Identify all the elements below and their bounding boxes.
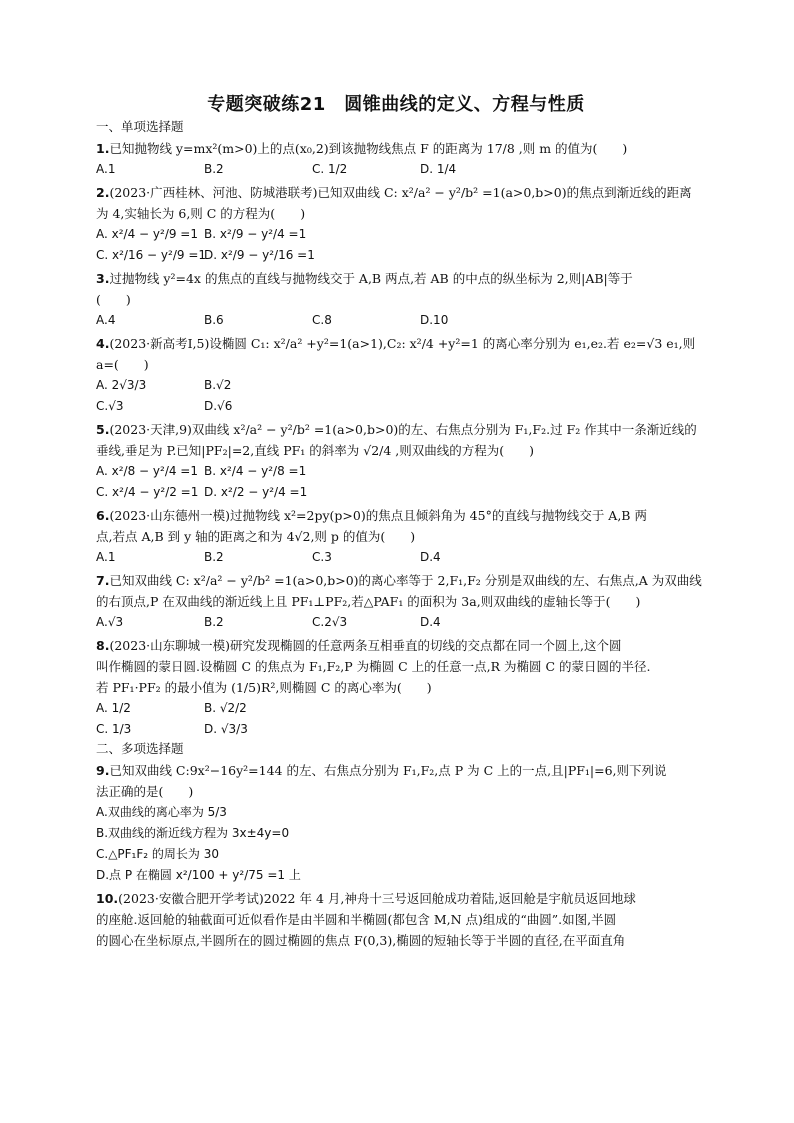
worksheet-page (96, 92, 702, 951)
question-text: 已知双曲线 C:9x²−16y²=144 的左、右焦点分别为 F₁,F₂,点 P 为 C 上的一点,且|PF₁|=6,则下列说 (109, 763, 667, 778)
option-d: D. x²/9 − y²/16 =1 (204, 248, 315, 262)
question-1-options (96, 159, 696, 180)
question-7-options (96, 612, 696, 633)
question-7-line-1 (96, 570, 702, 591)
page-title: 专题突破练21 圆锥曲线的定义、方程与性质 (207, 94, 585, 115)
option-d: D.4 (420, 615, 441, 629)
question-text: 已知抛物线 y=mx²(m>0)上的点(x₀,2)到该抛物线焦点 F 的距离为 17/8 ,则 m 的值为( ) (109, 141, 628, 156)
question-2 (96, 182, 696, 266)
option-b: B.2 (204, 162, 224, 176)
question-6-line-1 (96, 505, 696, 526)
question-5 (96, 419, 696, 503)
question-number: 1. (96, 141, 110, 156)
question-1-line-1 (96, 138, 696, 159)
question-7 (96, 570, 702, 633)
question-4-options (96, 375, 696, 396)
question-6-line-2: 点,若点 A,B 到 y 轴的距离之和为 4√2,则 p 的值为( ) (96, 529, 416, 544)
question-4-line-2: a=( ) (96, 357, 149, 372)
option-a: A.1 (96, 550, 116, 564)
option-c: C.2√3 (312, 615, 348, 629)
question-4 (96, 333, 696, 417)
question-9-line-2: 法正确的是( ) (96, 784, 194, 799)
option-a: A. 2√3/3 (96, 378, 147, 392)
option-c: C. x²/4 − y²/2 =1 (96, 485, 199, 499)
question-number: 9. (96, 763, 110, 778)
question-9 (96, 760, 696, 886)
question-9-option-b-row (96, 823, 696, 844)
question-number: 10. (96, 891, 119, 906)
question-3-line-2: ( ) (96, 292, 131, 307)
option-a: A.√3 (96, 615, 124, 629)
question-9-option-d-row (96, 865, 696, 886)
question-4-options-row-2 (96, 396, 696, 417)
option-d: D.10 (420, 313, 449, 327)
option-a: A.双曲线的离心率为 5/3 (96, 805, 227, 819)
question-text: 已知双曲线 C: x²/a² − y²/b² =1(a>0,b>0)的离心率等于 2,F₁,F₂ 分别是双曲线的左、右焦点,A 为双曲线 (109, 573, 702, 588)
question-8-options (96, 698, 696, 719)
question-9-line-1 (96, 760, 696, 781)
option-b: B.√2 (204, 378, 232, 392)
question-text: (2023·天津,9)双曲线 x²/a² − y²/b² =1(a>0,b>0)的左、右焦点分别为 F₁,F₂.过 F₂ 作其中一条渐近线的 (109, 422, 697, 437)
question-1 (96, 138, 696, 180)
option-c: C.√3 (96, 399, 124, 413)
question-6 (96, 505, 696, 568)
question-10-line-1 (96, 888, 696, 909)
question-number: 7. (96, 573, 110, 588)
option-d: D.点 P 在椭圆 x²/100 + y²/75 =1 上 (96, 868, 301, 882)
option-b: B. √2/2 (204, 701, 247, 715)
question-7-line-2: 的右顶点,P 在双曲线的渐近线上且 PF₁⊥PF₂,若△PAF₁ 的面积为 3a,则双曲线的虚轴长等于( ) (96, 594, 641, 609)
section-single-choice: 一、单项选择题 (96, 119, 184, 134)
option-c: C.8 (312, 313, 332, 327)
option-d: D. √3/3 (204, 722, 248, 736)
option-a: A. x²/4 − y²/9 =1 (96, 227, 198, 241)
option-d: D. x²/2 − y²/4 =1 (204, 485, 308, 499)
question-10 (96, 888, 696, 951)
question-text: (2023·广西桂林、河池、防城港联考)已知双曲线 C: x²/a² − y²/b² =1(a>0,b>0)的焦点到渐近线的距离 (109, 185, 692, 200)
question-text: (2023·山东德州一模)过抛物线 x²=2py(p>0)的焦点且倾斜角为 45°的直线与抛物线交于 A,B 两 (109, 508, 647, 523)
question-text: 过抛物线 y²=4x 的焦点的直线与抛物线交于 A,B 两点,若 AB 的中点的纵坐标为 2,则|AB|等于 (109, 271, 633, 286)
option-b: B.双曲线的渐近线方程为 3x±4y=0 (96, 826, 290, 840)
question-number: 6. (96, 508, 110, 523)
question-8 (96, 635, 696, 740)
option-c: C.3 (312, 550, 332, 564)
option-b: B. x²/4 − y²/8 =1 (204, 464, 307, 478)
question-8-options-row-2 (96, 719, 696, 740)
question-8-line-3: 若 PF₁·PF₂ 的最小值为 (1/5)R²,则椭圆 C 的离心率为( ) (96, 680, 432, 695)
option-a: A.4 (96, 313, 116, 327)
question-9-option-c-row (96, 844, 696, 865)
option-b: B.6 (204, 313, 224, 327)
question-3 (96, 268, 696, 331)
question-number: 4. (96, 336, 110, 351)
option-a: A. 1/2 (96, 701, 131, 715)
question-2-line-1 (96, 182, 696, 203)
section-multi-choice: 二、多项选择题 (96, 741, 184, 756)
question-2-options-row-2 (96, 245, 696, 266)
question-2-line-2: 为 4,实轴长为 6,则 C 的方程为( ) (96, 206, 306, 221)
question-6-options (96, 547, 696, 568)
question-number: 3. (96, 271, 110, 286)
question-4-line-1 (96, 333, 696, 354)
question-5-line-1 (96, 419, 696, 440)
question-3-line-1 (96, 268, 696, 289)
option-a: A.1 (96, 162, 116, 176)
question-number: 2. (96, 185, 110, 200)
question-number: 5. (96, 422, 110, 437)
question-8-line-2: 叫作椭圆的蒙日圆.设椭圆 C 的焦点为 F₁,F₂,P 为椭圆 C 上的任意一点,R 为椭圆 C 的蒙日圆的半径. (96, 659, 651, 674)
option-d: D. 1/4 (420, 162, 457, 176)
question-2-options (96, 224, 696, 245)
question-10-line-2: 的座舱.返回舱的轴截面可近似看作是由半圆和半椭圆(都包含 M,N 点)组成的“曲圆”.如图,半圆 (96, 912, 617, 927)
option-b: B.2 (204, 550, 224, 564)
option-c: C. 1/3 (96, 722, 132, 736)
question-5-options (96, 461, 696, 482)
option-b: B.2 (204, 615, 224, 629)
question-10-line-3: 的圆心在坐标原点,半圆所在的圆过椭圆的焦点 F(0,3),椭圆的短轴长等于半圆的直径,在平面直角 (96, 933, 626, 948)
question-9-option-a-row (96, 802, 696, 823)
question-number: 8. (96, 638, 110, 653)
question-text: (2023·山东聊城一模)研究发现椭圆的任意两条互相垂直的切线的交点都在同一个圆上,这个圆 (109, 638, 622, 653)
option-c: C. x²/16 − y²/9 =1 (96, 248, 207, 262)
option-d: D.4 (420, 550, 441, 564)
option-d: D.√6 (204, 399, 233, 413)
question-8-line-1 (96, 635, 696, 656)
option-c: C.△PF₁F₂ 的周长为 30 (96, 847, 219, 861)
question-text: (2023·新高考Ⅰ,5)设椭圆 C₁: x²/a² +y²=1(a>1),C₂: x²/4 +y²=1 的离心率分别为 e₁,e₂.若 e₂=√3 e₁,则 (109, 336, 696, 351)
question-3-options (96, 310, 696, 331)
option-c: C. 1/2 (312, 162, 348, 176)
option-b: B. x²/9 − y²/4 =1 (204, 227, 307, 241)
question-5-line-2: 垂线,垂足为 P.已知|PF₂|=2,直线 PF₁ 的斜率为 √2/4 ,则双曲线的方程为( ) (96, 443, 535, 458)
option-a: A. x²/8 − y²/4 =1 (96, 464, 198, 478)
question-5-options-row-2 (96, 482, 696, 503)
question-text: (2023·安徽合肥开学考试)2022 年 4 月,神舟十三号返回舱成功着陆,返回舱是宇航员返回地球 (118, 891, 636, 906)
